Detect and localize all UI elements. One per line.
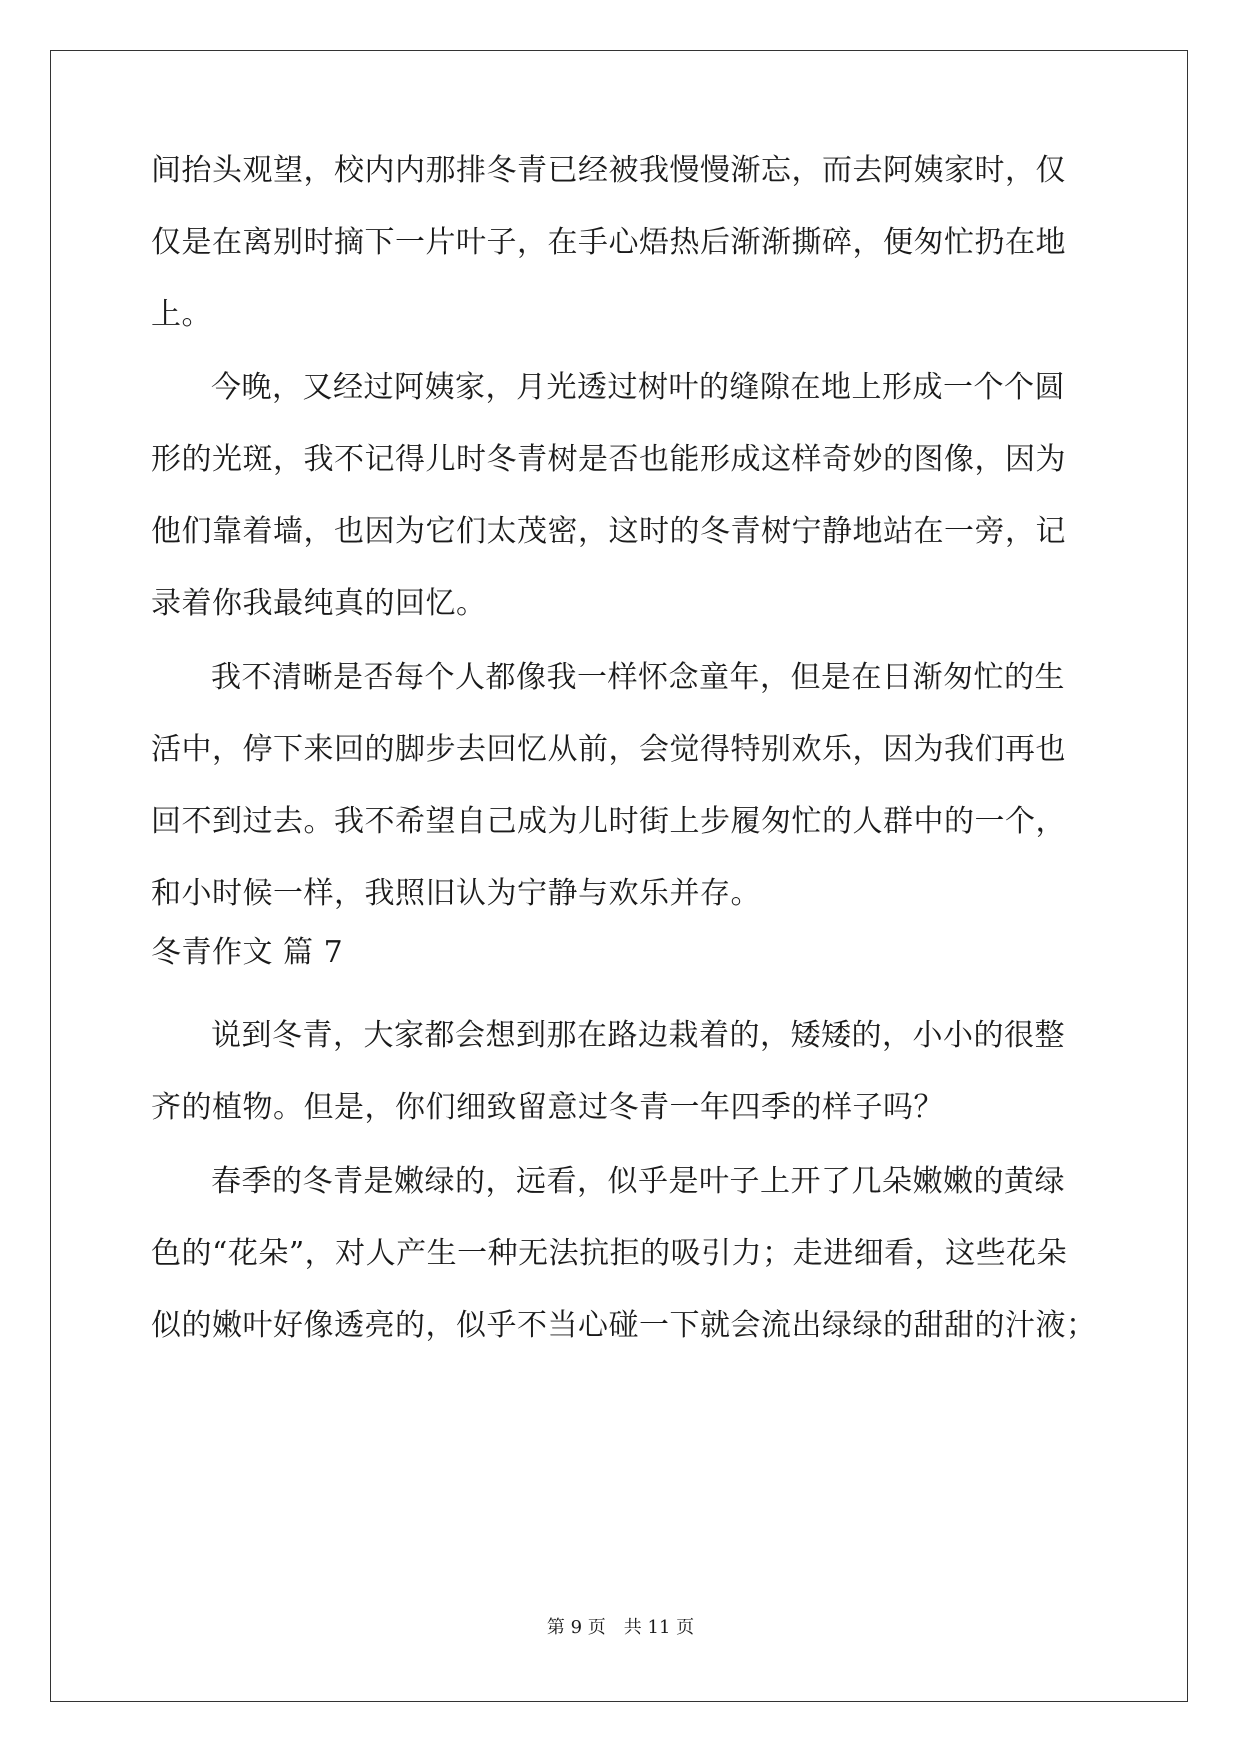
text-line: 间抬头观望，校内内那排冬青已经被我慢慢渐忘，而去阿姨家时，仅: [151, 153, 1066, 188]
text-line: 上。: [151, 297, 212, 332]
text-line: 说到冬青，大家都会想到那在路边栽着的，矮矮的，小小的很整: [211, 1018, 1065, 1053]
section-heading: 冬青作文 篇 7: [151, 935, 344, 970]
text-line: 仅是在离别时摘下一片叶子，在手心焐热后渐渐撕碎，便匆忙扔在地: [151, 225, 1066, 260]
text-line: 录着你我最纯真的回忆。: [151, 586, 487, 621]
text-line: 似的嫩叶好像透亮的，似乎不当心碰一下就会流出绿绿的甜甜的汁液；: [151, 1308, 1097, 1343]
text-line: 今晚，又经过阿姨家，月光透过树叶的缝隙在地上形成一个个圆: [211, 370, 1065, 405]
text-line: 回不到过去。我不希望自己成为儿时街上步履匆忙的人群中的一个，: [151, 804, 1066, 839]
text-line: 和小时候一样，我照旧认为宁静与欢乐并存。: [151, 876, 761, 911]
text-line: 春季的冬青是嫩绿的，远看，似乎是叶子上开了几朵嫩嫩的黄绿: [211, 1164, 1065, 1199]
text-line: 我不清晰是否每个人都像我一样怀念童年，但是在日渐匆忙的生: [211, 660, 1065, 695]
text-line: 活中，停下来回的脚步去回忆从前，会觉得特别欢乐，因为我们再也: [151, 732, 1066, 767]
text-line: 形的光斑，我不记得儿时冬青树是否也能形成这样奇妙的图像，因为: [151, 442, 1066, 477]
text-line: 色的“花朵”，对人产生一种无法抗拒的吸引力；走进细看，这些花朵: [151, 1236, 1068, 1271]
text-line: 齐的植物。但是，你们细致留意过冬青一年四季的样子吗？: [151, 1090, 944, 1125]
text-line: 他们靠着墙，也因为它们太茂密，这时的冬青树宁静地站在一旁，记: [151, 514, 1066, 549]
page-number-footer: 第 9 页 共 11 页: [546, 1617, 695, 1638]
